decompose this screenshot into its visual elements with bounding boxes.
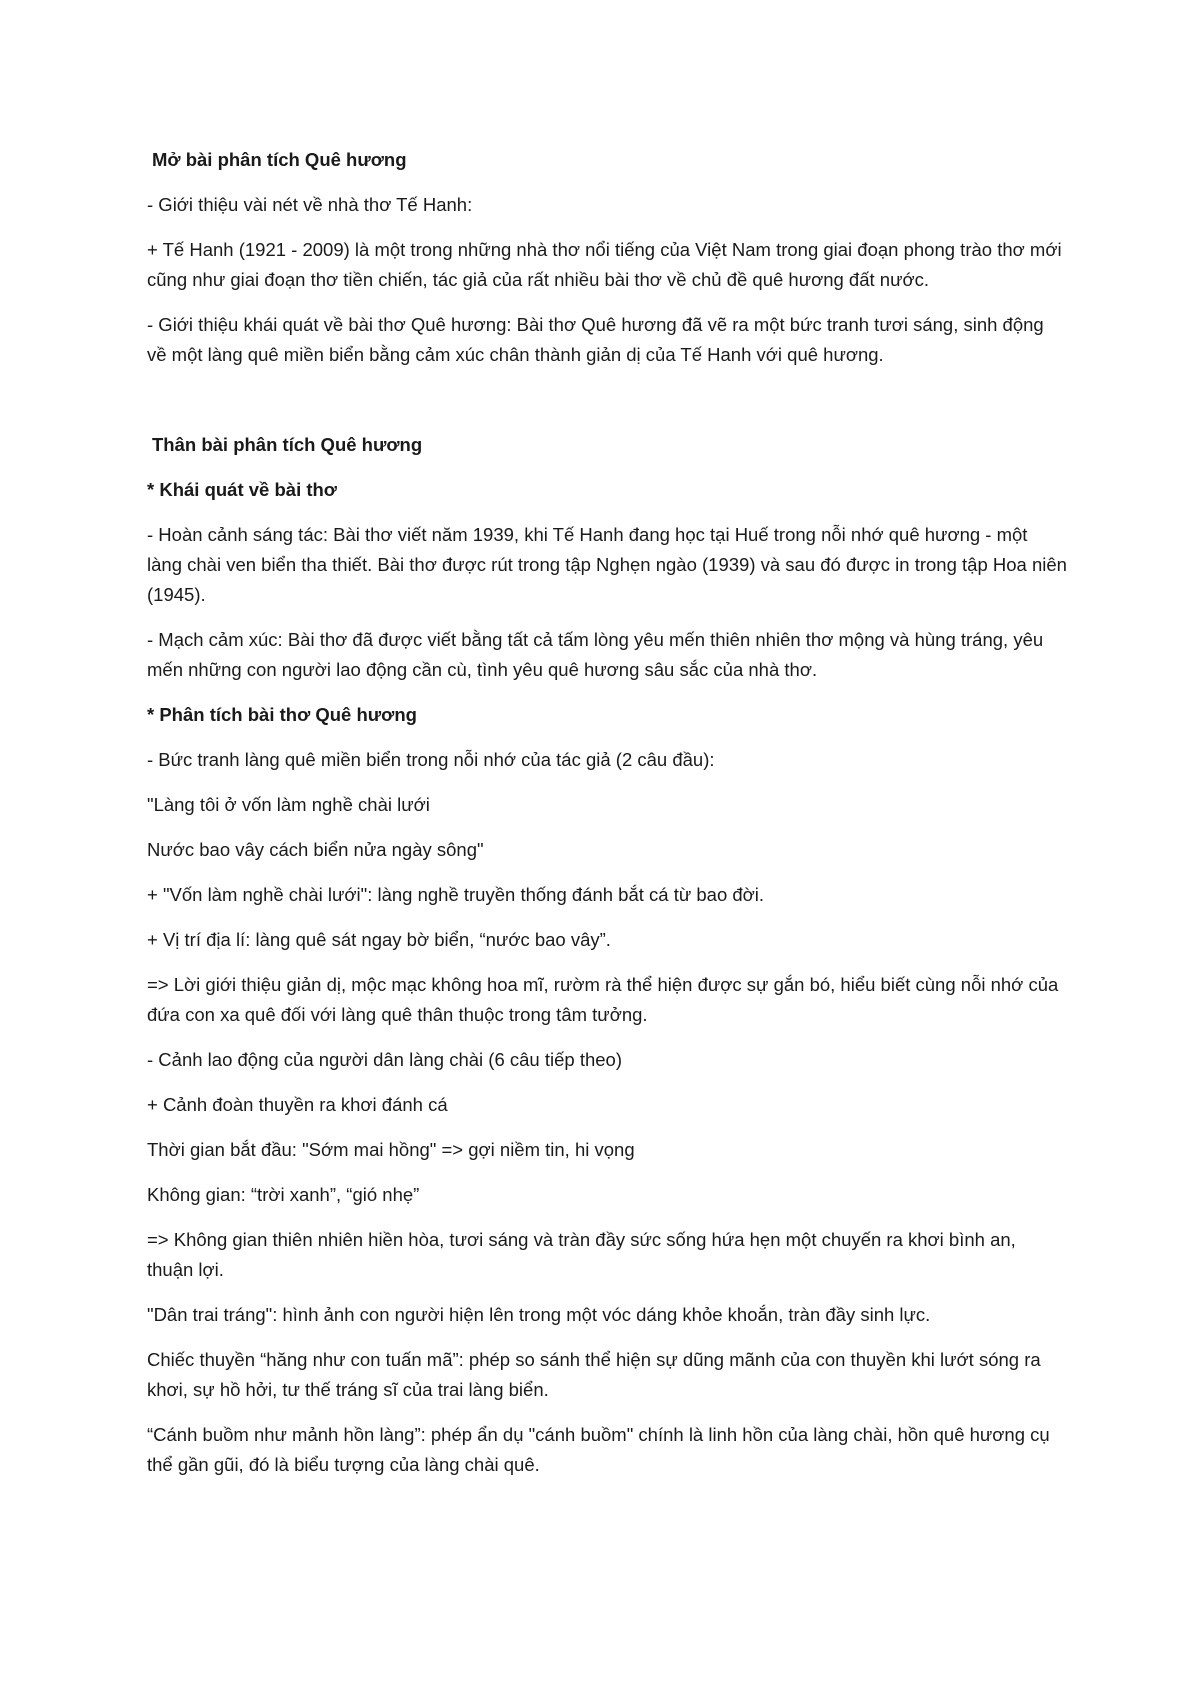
body-paragraph: - Bức tranh làng quê miền biển trong nỗi nhớ của tác giả (2 câu đầu):	[147, 749, 715, 770]
body-paragraph: - Cảnh lao động của người dân làng chài (6 câu tiếp theo)	[147, 1049, 622, 1070]
body-paragraph: + "Vốn làm nghề chài lưới": làng nghề truyền thống đánh bắt cá từ bao đời.	[147, 884, 765, 905]
body-paragraph: - Hoàn cảnh sáng tác: Bài thơ viết năm 1939, khi Tế Hanh đang học tại Huế trong nỗi nhớ quê hương - một làng chài ven biển tha thiết. Bài thơ được rút trong tập Nghẹn ngào (1939) và sau đó được in trong tập Hoa niên (1945).	[147, 524, 1067, 605]
body-paragraph: + Vị trí địa lí: làng quê sát ngay bờ biển, “nước bao vây”.	[147, 929, 611, 950]
body-paragraph: => Lời giới thiệu giản dị, mộc mạc không hoa mĩ, rườm rà thể hiện được sự gắn bó, hiểu biết cùng nỗi nhớ của đứa con xa quê đối với làng quê thân thuộc trong tâm tưởng.	[147, 974, 1059, 1025]
body-paragraph: + Cảnh đoàn thuyền ra khơi đánh cá	[147, 1094, 448, 1115]
document-page	[147, 145, 1067, 1495]
body-paragraph: Thời gian bắt đầu: "Sớm mai hồng" => gợi niềm tin, hi vọng	[147, 1139, 635, 1160]
section-heading: * Phân tích bài thơ Quê hương	[147, 704, 417, 725]
poem-line: Nước bao vây cách biển nửa ngày sông"	[147, 839, 484, 860]
body-heading: Thân bài phân tích Quê hương	[152, 434, 423, 455]
intro-paragraph: - Giới thiệu khái quát về bài thơ Quê hương: Bài thơ Quê hương đã vẽ ra một bức tranh tươi sáng, sinh động về một làng quê miền biển bằng cảm xúc chân thành giản dị của Tế Hanh với quê hương.	[147, 314, 1044, 365]
body-paragraph: => Không gian thiên nhiên hiền hòa, tươi sáng và tràn đầy sức sống hứa hẹn một chuyến ra khơi bình an, thuận lợi.	[147, 1229, 1016, 1280]
section-spacer	[147, 385, 1067, 430]
intro-heading: Mở bài phân tích Quê hương	[152, 149, 407, 170]
body-paragraph: "Dân trai tráng": hình ảnh con người hiện lên trong một vóc dáng khỏe khoắn, tràn đầy sinh lực.	[147, 1304, 931, 1325]
body-paragraph: Không gian: “trời xanh”, “gió nhẹ”	[147, 1184, 420, 1205]
intro-paragraph: - Giới thiệu vài nét về nhà thơ Tế Hanh:	[147, 194, 473, 215]
poem-line: "Làng tôi ở vốn làm nghề chài lưới	[147, 794, 430, 815]
body-paragraph: - Mạch cảm xúc: Bài thơ đã được viết bằng tất cả tấm lòng yêu mến thiên nhiên thơ mộng và hùng tráng, yêu mến những con người lao động cần cù, tình yêu quê hương sâu sắc của nhà thơ.	[147, 629, 1044, 680]
section-heading: * Khái quát về bài thơ	[147, 479, 337, 500]
body-paragraph: “Cánh buồm như mảnh hồn làng”: phép ẩn dụ "cánh buồm" chính là linh hồn của làng chài, hồn quê hương cụ thể gần gũi, đó là biểu tượng của làng chài quê.	[147, 1424, 1050, 1475]
body-paragraph: Chiếc thuyền “hăng như con tuấn mã”: phép so sánh thể hiện sự dũng mãnh của con thuyền khi lướt sóng ra khơi, sự hồ hởi, tư thế tráng sĩ của trai làng biển.	[147, 1349, 1041, 1400]
intro-paragraph: + Tế Hanh (1921 - 2009) là một trong những nhà thơ nổi tiếng của Việt Nam trong giai đoạn phong trào thơ mới cũng như giai đoạn thơ tiền chiến, tác giả của rất nhiều bài thơ về chủ đề quê hương đất nước.	[147, 239, 1062, 290]
